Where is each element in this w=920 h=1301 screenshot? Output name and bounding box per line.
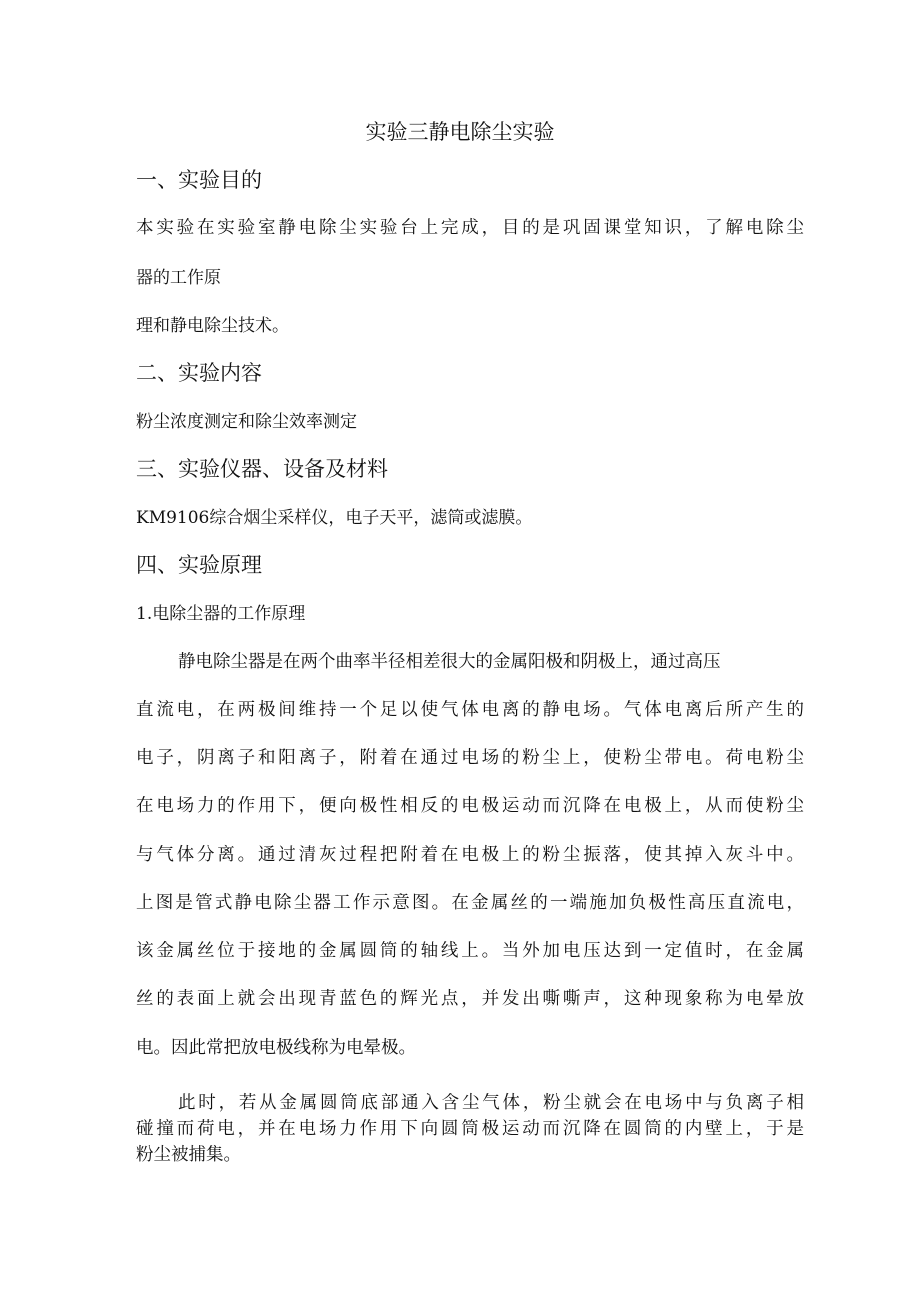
- principle-p1-line-3: 电子，阴离子和阳离子，附着在通过电场的粉尘上，使粉尘带电。荷电粉尘: [136, 748, 804, 768]
- section-heading-equipment: 三、实验仪器、设备及材料: [136, 457, 388, 481]
- principle-p2-line-3: 粉尘被捕集。: [136, 1145, 241, 1165]
- content-text: 粉尘浓度测定和除尘效率测定: [136, 412, 357, 432]
- principle-p1-line-2: 直流电，在两极间维持一个足以使气体电离的静电场。气体电离后所产生的: [136, 700, 804, 720]
- principle-p1-line-6: 上图是管式静电除尘器工作示意图。在金属丝的一端施加负极性高压直流电，: [136, 893, 804, 913]
- document-title: 实验三静电除尘实验: [365, 120, 555, 144]
- principle-subheading: 1.电除尘器的工作原理: [136, 604, 306, 624]
- purpose-line-2: 器的工作原: [136, 268, 221, 288]
- section-heading-content: 二、实验内容: [136, 361, 262, 385]
- section-heading-principle: 四、实验原理: [136, 553, 262, 577]
- principle-p2-line-1: 此时，若从金属圆筒底部通入含尘气体，粉尘就会在电场中与负离子相: [178, 1093, 804, 1113]
- purpose-line-1: 本实验在实验室静电除尘实验台上完成，目的是巩固课堂知识，了解电除尘: [136, 218, 804, 238]
- principle-p2-line-2: 碰撞而荷电，并在电场力作用下向圆筒极运动而沉降在圆筒的内壁上，于是: [136, 1119, 804, 1139]
- principle-p1-line-9: 电。因此常把放电极线称为电晕极。: [136, 1038, 416, 1058]
- equipment-text: KM9106综合烟尘采样仪，电子天平，滤筒或滤膜。: [136, 508, 533, 528]
- principle-p1-line-8: 丝的表面上就会出现青蓝色的辉光点，并发出嘶嘶声，这种现象称为电晕放: [136, 989, 804, 1009]
- purpose-line-3: 理和静电除尘技术。: [136, 316, 289, 336]
- principle-p1-line-5: 与气体分离。通过清灰过程把附着在电极上的粉尘振落，使其掉入灰斗中。: [136, 845, 804, 865]
- principle-p1-line-7: 该金属丝位于接地的金属圆筒的轴线上。当外加电压达到一定值时，在金属: [136, 941, 804, 961]
- principle-p1-line-1: 静电除尘器是在两个曲率半径相差很大的金属阳极和阴极上，通过高压: [178, 652, 721, 672]
- section-heading-purpose: 一、实验目的: [136, 168, 262, 192]
- principle-p1-line-4: 在电场力的作用下，便向极性相反的电极运动而沉降在电极上，从而使粉尘: [136, 796, 804, 816]
